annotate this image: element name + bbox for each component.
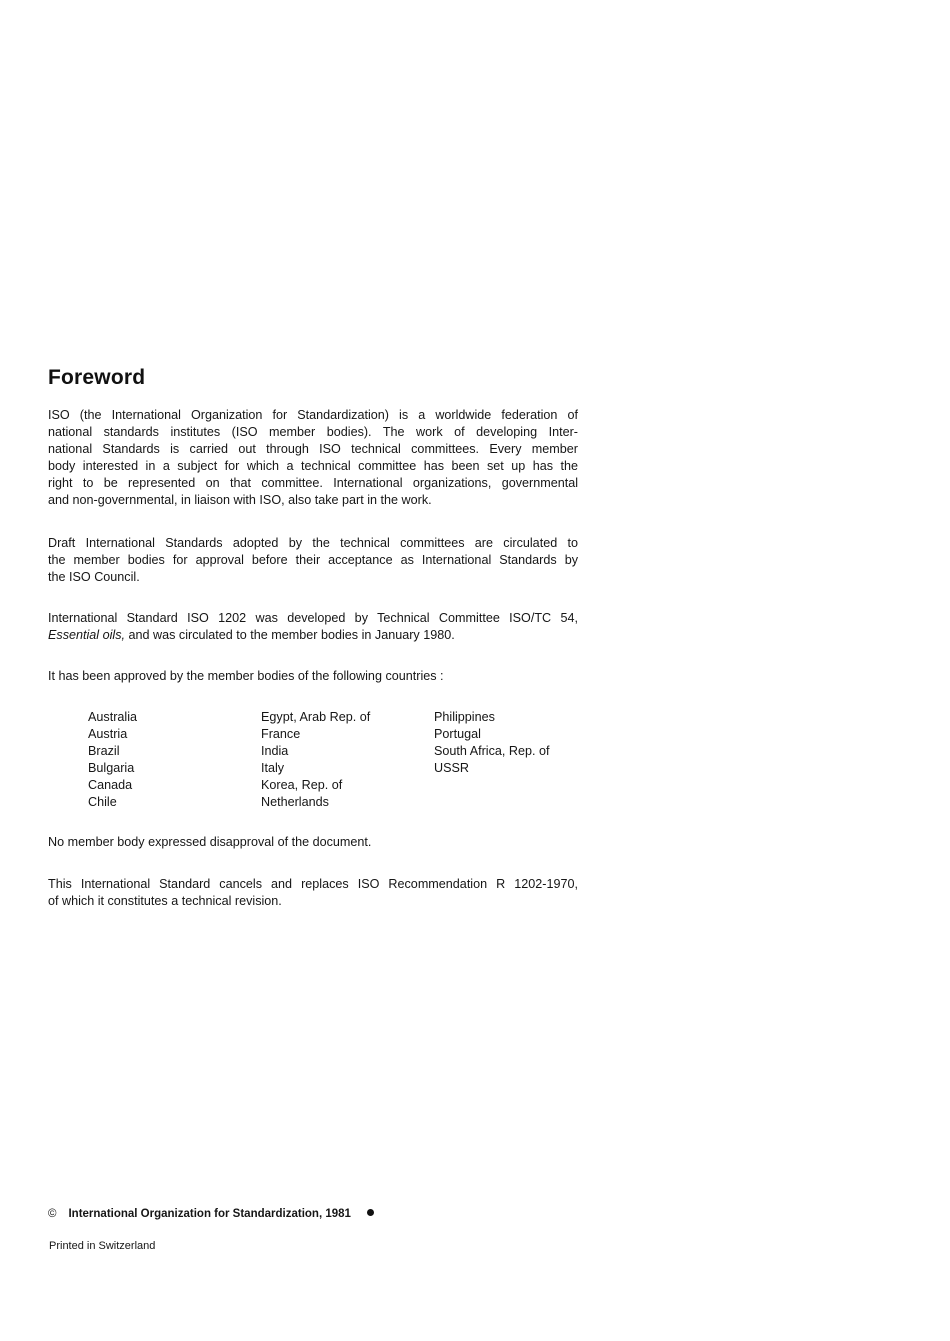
text-line: national Standards is carried out through ISO technical committees. Every member (48, 442, 578, 456)
country-item: Korea, Rep. of (261, 778, 343, 792)
text-line: This International Standard cancels and replaces ISO Recommendation R 1202-1970, (48, 877, 578, 891)
foreword-paragraph-approval (48, 668, 578, 685)
text-line: the member bodies for approval before their acceptance as International Standards by (48, 553, 578, 567)
text-line: the ISO Council. (48, 570, 140, 584)
foreword-paragraph-development (48, 610, 578, 644)
text-line: body interested in a subject for which a technical committee has been set up has the (48, 459, 578, 473)
country-item: South Africa, Rep. of (434, 744, 550, 758)
country-item: Netherlands (261, 795, 329, 809)
copyright-notice (48, 1208, 374, 1220)
text-line: of which it constitutes a technical revision. (48, 894, 282, 908)
text-line: No member body expressed disapproval of the document. (48, 835, 372, 849)
copyright-icon: © (48, 1208, 57, 1220)
text-fragment: and was circulated to the member bodies in January 1980. (125, 628, 455, 642)
country-item: Chile (88, 795, 117, 809)
countries-column-1 (88, 709, 137, 811)
foreword-paragraph-disapproval (48, 834, 578, 851)
text-line: It has been approved by the member bodies of the following countries : (48, 669, 444, 683)
text-line: International Standard ISO 1202 was developed by Technical Committee ISO/TC 54, (48, 611, 578, 625)
country-item: Portugal (434, 727, 481, 741)
country-item: Philippines (434, 710, 495, 724)
country-item: Australia (88, 710, 137, 724)
countries-column-3 (434, 709, 550, 777)
bullet-icon (367, 1209, 374, 1216)
country-item: USSR (434, 761, 469, 775)
country-item: Egypt, Arab Rep. of (261, 710, 371, 724)
page-title: Foreword (48, 366, 146, 389)
foreword-paragraph-iso-federation (48, 407, 578, 509)
text-line: national standards institutes (ISO member bodies). The work of developing Inter- (48, 425, 578, 439)
foreword-paragraph-replacement (48, 876, 578, 910)
countries-column-2 (261, 709, 370, 811)
text-line: right to be represented on that committee. International organizations, governmental (48, 476, 578, 490)
country-item: Bulgaria (88, 761, 135, 775)
country-item: Canada (88, 778, 133, 792)
text-line: Draft International Standards adopted by the technical committees are circulated to (48, 536, 578, 550)
country-item: India (261, 744, 289, 758)
committee-title-italic: Essential oils, (48, 628, 125, 642)
text-line: and non-governmental, in liaison with ISO, also take part in the work. (48, 493, 432, 507)
text-line: ISO (the International Organization for Standardization) is a worldwide federation of (48, 408, 578, 422)
country-item: Brazil (88, 744, 120, 758)
copyright-text: International Organization for Standardization, 1981 (68, 1208, 351, 1220)
country-item: Italy (261, 761, 285, 775)
text-line (48, 627, 578, 644)
country-item: Austria (88, 727, 128, 741)
printed-location: Printed in Switzerland (49, 1240, 156, 1252)
foreword-paragraph-draft-standards (48, 535, 578, 586)
country-item: France (261, 727, 301, 741)
